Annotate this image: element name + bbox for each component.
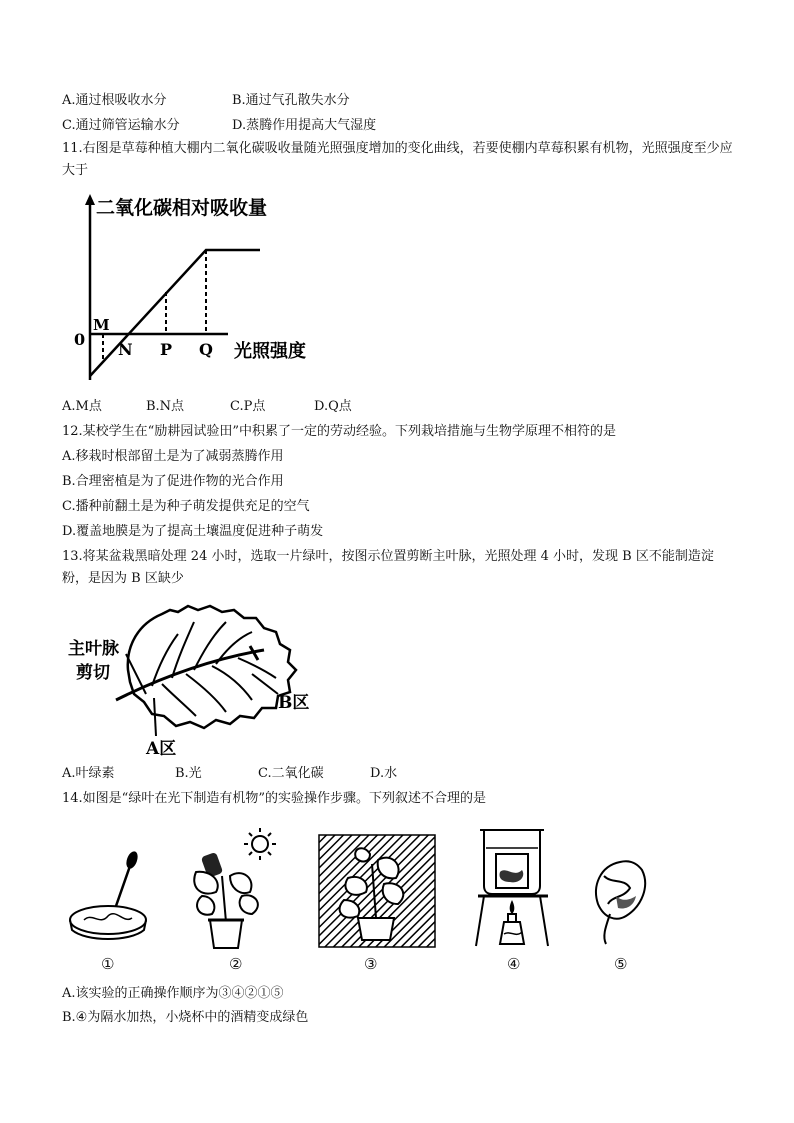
q12-option-d: D.覆盖地膜是为了提高土壤温度促进种子萌发	[62, 524, 324, 539]
a-area-label: A区	[146, 739, 177, 759]
q11-option-a: A.M点	[62, 399, 102, 414]
m-label: M	[93, 316, 110, 334]
q10-option-b: B.通过气孔散失水分	[232, 93, 350, 108]
q11-option-b: B.N点	[146, 399, 185, 414]
step2-plant-sun-illustration	[186, 826, 286, 950]
y-arrow	[85, 194, 95, 205]
q14-option-b: B.④为隔水加热，小烧杯中的酒精变成绿色	[62, 1010, 309, 1025]
vein-label: 主叶脉	[68, 639, 119, 659]
step-label-4: ④	[507, 955, 521, 973]
q11-graph	[70, 192, 320, 384]
q12-option-b: B.合理密植是为了促进作物的光合作用	[62, 474, 284, 489]
y-axis-label: 二氧化碳相对吸收量	[96, 197, 268, 219]
cut-label: 剪切	[76, 663, 110, 683]
step3-dark-plant-illustration	[318, 834, 436, 948]
step5-leaf-illustration	[590, 856, 652, 946]
q10-option-c: C.通过筛管运输水分	[62, 118, 180, 133]
q13-option-d: D.水	[370, 766, 398, 781]
q13-option-a: A.叶绿素	[62, 766, 115, 781]
b-area-label: B区	[278, 693, 310, 713]
q11-stem: 11.右图是草莓种植大棚内二氧化碳吸收量随光照强度增加的变化曲线，若要使棚内草莓积累有机物，光照强度至少应大于	[62, 141, 733, 178]
q13-leaf-figure	[66, 598, 322, 760]
step-label-1: ①	[101, 955, 115, 973]
q10-option-a: A.通过根吸收水分	[62, 93, 167, 108]
step4-water-bath-illustration	[474, 826, 554, 950]
q11-option-c: C.P点	[230, 399, 266, 414]
q-label: Q	[199, 340, 213, 359]
step-label-5: ⑤	[614, 955, 628, 973]
step-label-2: ②	[229, 955, 243, 973]
q12-option-c: C.播种前翻土是为种子萌发提供充足的空气	[62, 499, 310, 514]
q12-option-a: A.移栽时根部留土是为了减弱蒸腾作用	[62, 449, 284, 464]
x-axis-label: 光照强度	[234, 341, 306, 362]
q11-option-d: D.Q点	[314, 399, 352, 414]
step-label-3: ③	[364, 955, 378, 973]
q14-stem: 14.如图是“绿叶在光下制造有机物”的实验操作步骤。下列叙述不合理的是	[62, 791, 486, 806]
q13-option-b: B.光	[175, 766, 202, 781]
p-label: P	[160, 340, 173, 359]
q12-stem: 12.某校学生在“励耕园试验田”中积累了一定的劳动经验。下列栽培措施与生物学原理不相符的是	[62, 424, 616, 439]
q13-stem: 13.将某盆栽黑暗处理 24 小时，选取一片绿叶，按图示位置剪断主叶脉，光照处理 4 小时，发现 B 区不能制造淀粉，是因为 B 区缺少	[62, 549, 714, 586]
q10-option-d: D.蒸腾作用提高大气湿度	[232, 118, 377, 133]
q14-option-a: A.该实验的正确操作顺序为③④②①⑤	[62, 986, 284, 1001]
q13-option-c: C.二氧化碳	[258, 766, 324, 781]
n-label: N	[118, 340, 133, 359]
origin-label: 0	[74, 330, 86, 349]
step1-dish-illustration	[66, 848, 156, 948]
